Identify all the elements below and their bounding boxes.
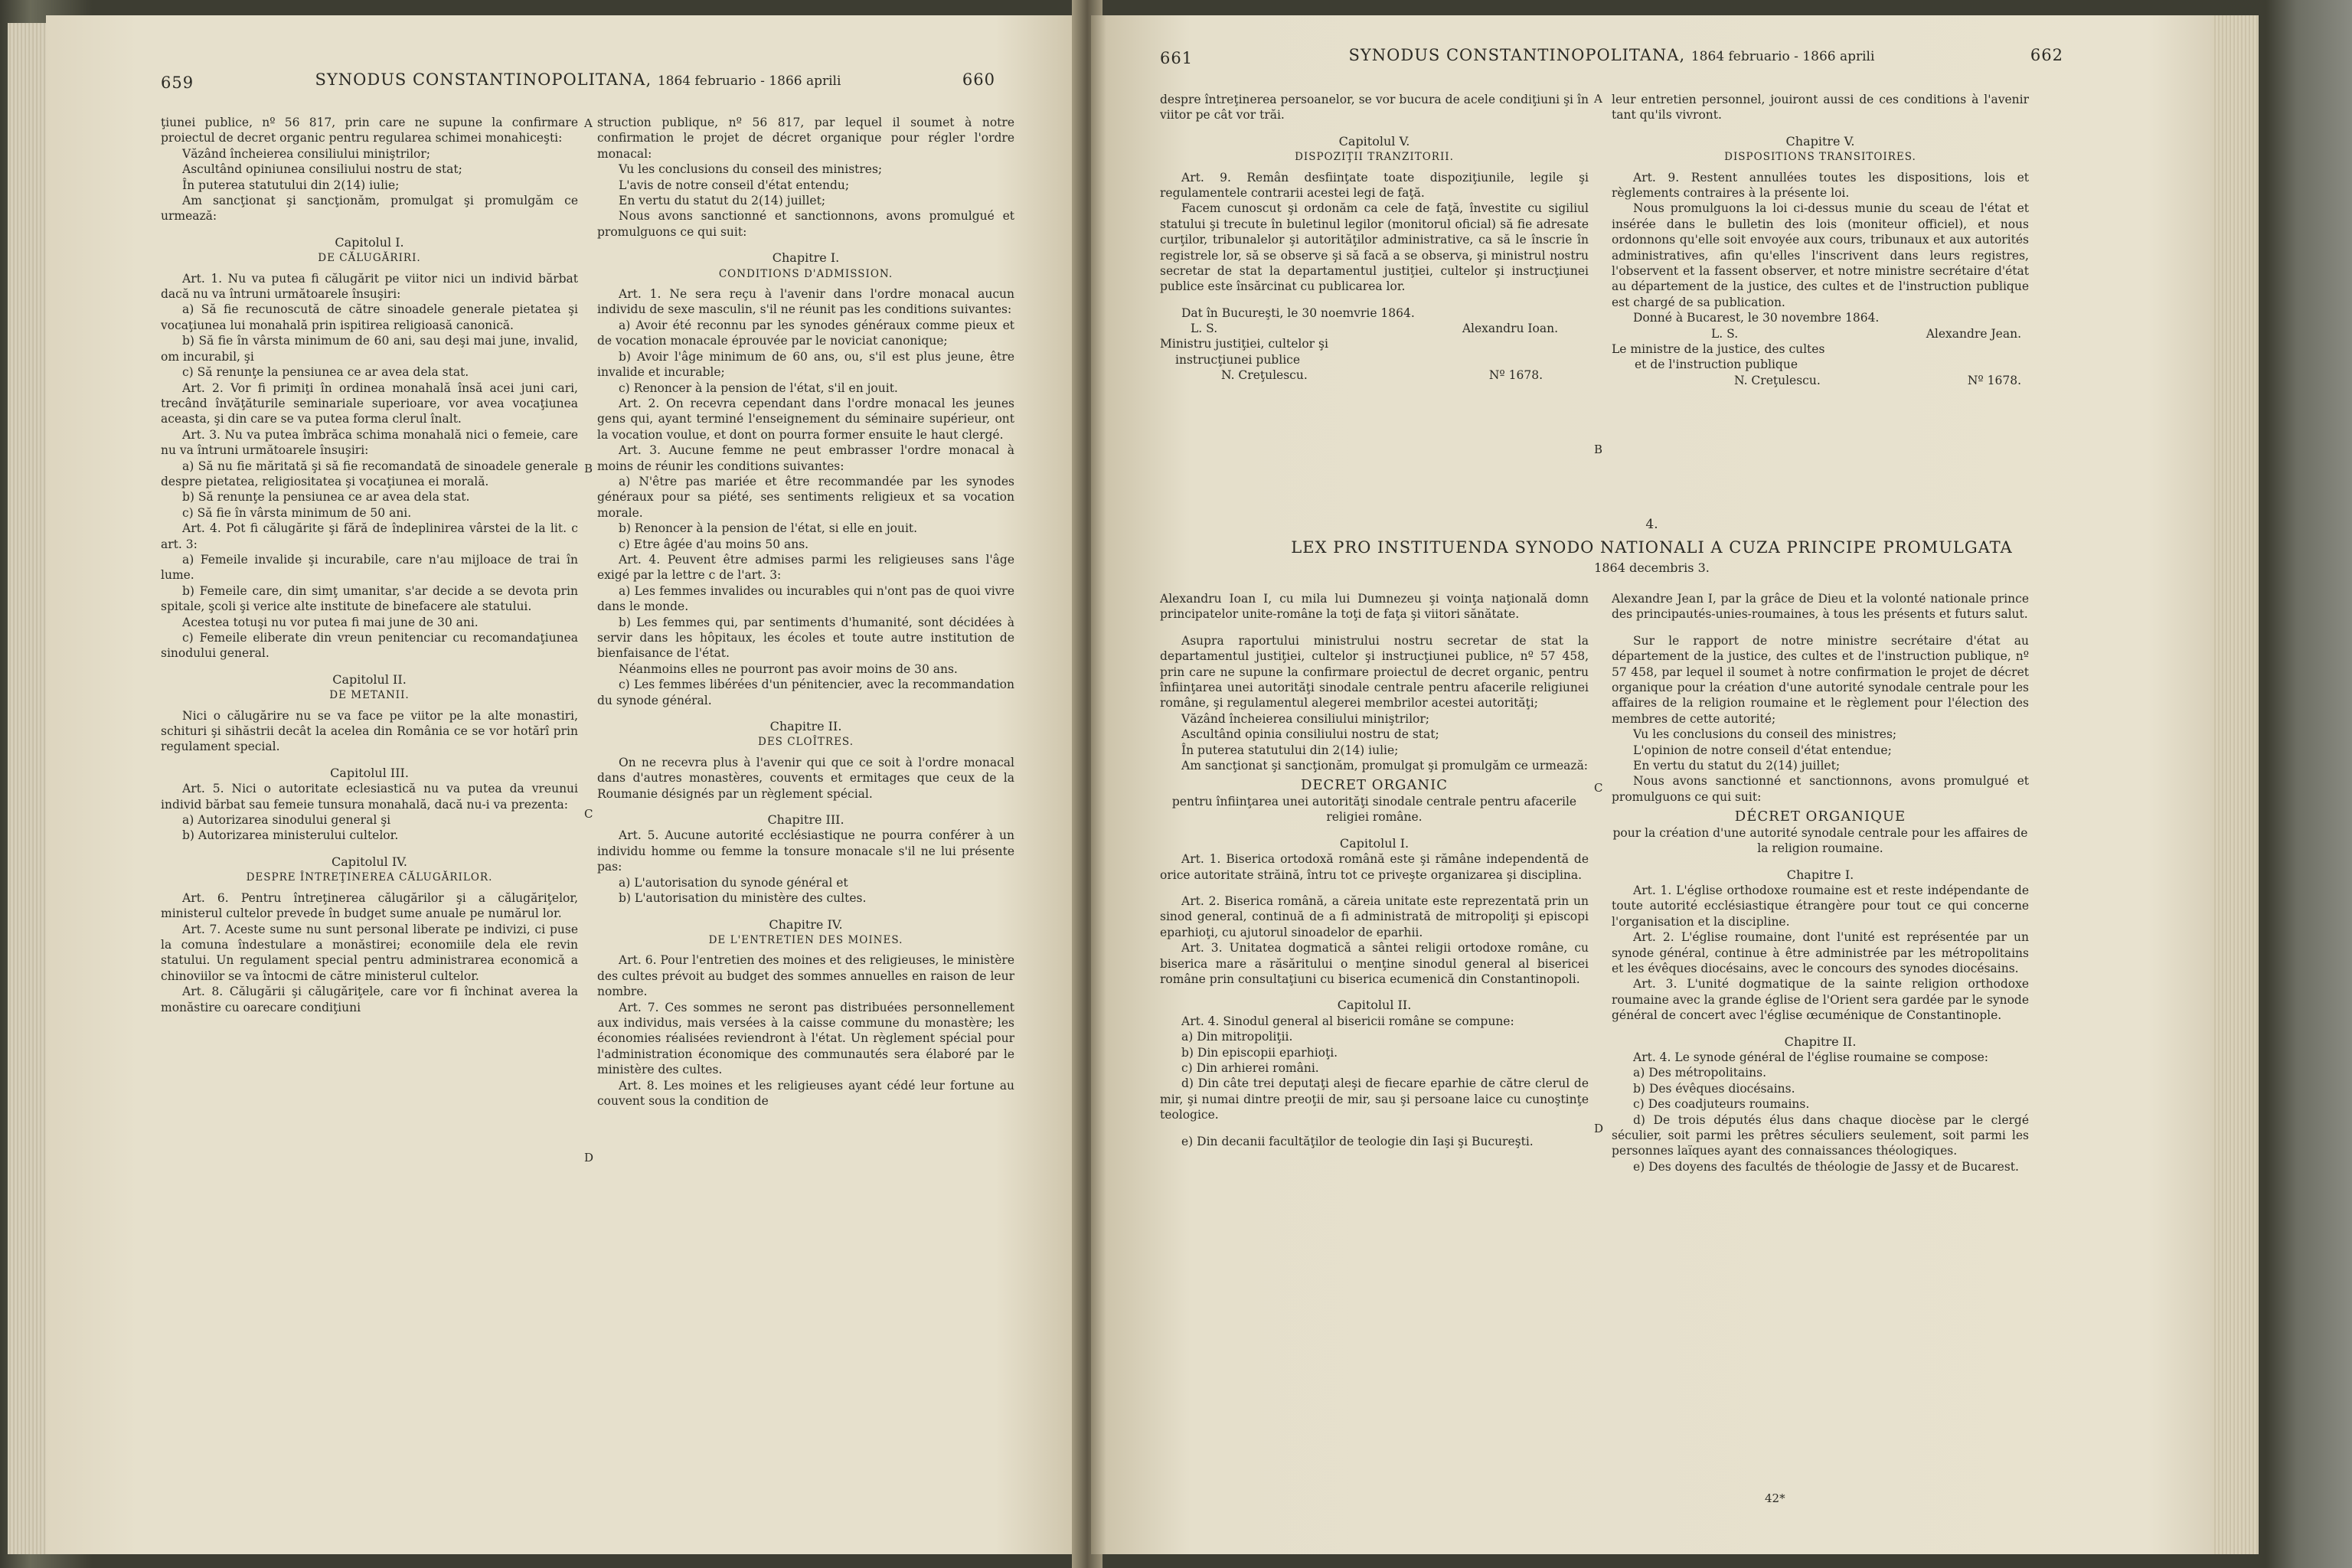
page-number-659: 659 xyxy=(161,74,194,92)
law-date: 1864 decembris 3. xyxy=(1594,560,1710,575)
left-page xyxy=(46,15,1087,1554)
margin-marker-a-right: A xyxy=(1594,92,1602,106)
margin-marker-b: B xyxy=(584,462,593,475)
margin-marker-d: D xyxy=(584,1151,594,1165)
margin-marker-d-right: D xyxy=(1594,1122,1604,1135)
page-number-660: 660 xyxy=(962,70,995,89)
margin-marker-b-right: B xyxy=(1594,443,1603,456)
right-page xyxy=(1091,15,2213,1554)
right-french-bottom-column: Alexandre Jean I, par la grâce de Dieu et la volonté nationale prince des principautés-unies-roumaines, à tous les présents et futurs salut. Sur le rapport de notre ministre secrétaire d'état au département de la justice, des cultes et de l'instruction publique, nº 57 458, par lequel il soumet à notre confirmation le projet de décret organique pour la création d'une autorité synodale centrale pour les affaires de la religion roumaine et le règlement pour l'élection des membres de cette autorité; Vu les conclusions du conseil des ministres; L'opinion de notre conseil d'état entendue; En vertu du statut du 2(14) juillet; Nous avons sanctionné et sanctionnons, avons promulgué et promulguons ce qui suit: DÉCRET ORGANIQUE pour la création d'une autorité synodale centrale pour les affaires de la religion roumaine. Chapitre I. Art. 1. L'église orthodoxe roumaine est et reste indépendante de toute autorité ecclésiastique étrangère pour tout ce qui concerne l'organisation et la discipline. Art. 2. L'église roumaine, dont l'unité est représentée par un synode général, continue à être administrée par les métropolitains et les évêques diocésains, avec le concours des synodes diocésains. Art. 3. L'unité dogmatique de la sainte religion orthodoxe roumaine avec la grande église de l'Orient sera gardée par le synode général de concert avec l'église œcuménique de Constantinople. Chapitre II. Art. 4. Le synode général de l'église roumaine se compose: a) Des métropolitains. b) Des évêques diocésains. c) Des coadjuteurs roumains. d) De trois députés élus dans chaque diocèse par le clergé séculier, soit parmi les prêtres séculiers seulement, soit parmi les personnes laïques ayant des connaissances théologiques. e) Des doyens des facultés de théologie de Jassy et de Bucarest. xyxy=(1612,592,2029,1174)
left-romanian-column: ţiunei publice, nº 56 817, prin care ne supune la confirmare proiectul de decret organic pentru regularea schimei monahiceşti: Văzând încheierea consiliului miniştrilor; Ascultând opiniunea consiliului nostru de stat; În puterea statutului din 2(14) iulie; Am sancţionat şi sancţionăm, promulgat şi promulgăm ce urmează: Capitolul I. DE CĂLUGĂRIRI. Art. 1. Nu va putea fi călugărit pe viitor nici un individ bărbat dacă nu va întruni următoarele însuşiri: a) Să fie recunoscută de către sinoadele generale pietatea şi vocaţiunea lui monahală prin ispitirea religioasă canonică. b) Să fie în vârsta minimum de 60 ani, sau deşi mai june, invalid, om incurabil, şi c) Să renunţe la pensiunea ce ar avea dela stat. Art. 2. Vor fi primiţi în ordinea monahală însă acei juni cari, trecând învăţăturile seminariale superioare, vor avea vocaţiunea aceasta, şi din care se va putea forma clerul înalt. Art. 3. Nu va putea îmbrăca schima monahală nici o femeie, care nu va întruni următoarele însuşiri: a) Să nu fie măritată şi să fie recomandată de sinoadele generale despre pietatea, religiositatea şi vocaţiunea ei morală. b) Să renunţe la pensiunea ce ar avea dela stat. c) Să fie în vârsta minimum de 50 ani. Art. 4. Pot fi călugărite şi fără de îndeplinirea vârstei de la lit. c art. 3: a) Femeile invalide şi incurabile, care n'au mijloace de trai în lume. b) Femeile care, din simţ umanitar, s'ar decide a se devota prin spitale, şcoli şi verice alte institute de binefacere ale statului. Acestea totuşi nu vor putea fi mai june de 30 ani. c) Femeile eliberate din vreun penitenciar cu recomandaţiunea sinodului general. Capitolul II. DE METANII. Nici o călugărire nu se va face pe viitor pe la alte monastiri, schituri şi sihăstrii decât la acelea din România ce se vor hotărî prin regulament special. Capitolul III. Art. 5. Nici o autoritate eclesiastică nu va putea da vreunui individ bărbat sau femeie tunsura monahală, dacă nu-i va prezenta: a) Autorizarea sinodului general şi b) Autorizarea ministerului cultelor. Capitolul IV. DESPRE ÎNTREŢINEREA CĂLUGĂRILOR. Art. 6. Pentru întreţinerea călugărilor şi a călugăriţelor, ministerul cultelor prevede în budget sume anuale pe numărul lor. Art. 7. Aceste sume nu sunt personal liberate pe indivizi, ci puse la comuna îndestulare a monăstirei; economiile dela ele revin statului. Un regulament special pentru administrarea economică a chinoviilor se va întocmi de către ministerul cultelor. Art. 8. Călugării şi călugăriţele, care vor fi închinat averea la monăstire cu oarecare condiţiuni xyxy=(161,116,578,1014)
running-title-right: SYNODUS CONSTANTINOPOLITANA, 1864 februario - 1866 aprili xyxy=(1348,46,1875,64)
page-number-662: 662 xyxy=(2030,46,2063,64)
signature-mark: 42* xyxy=(1765,1491,1785,1505)
book-page-edges-right xyxy=(2205,15,2259,1554)
margin-marker-c-right: C xyxy=(1594,781,1603,795)
left-french-column: struction publique, nº 56 817, par lequel il soumet à notre confirmation le projet de décret organique pour régler l'ordre monacal: Vu les conclusions du conseil des ministres; L'avis de notre conseil d'état entendu; En vertu du statut du 2(14) juillet; Nous avons sanctionné et sanctionnons, avons promulgué et promulguons ce qui suit: Chapitre I. CONDITIONS D'ADMISSION. Art. 1. Ne sera reçu à l'avenir dans l'ordre monacal aucun individu de sexe masculin, s'il ne réunit pas les conditions suivantes: a) Avoir été reconnu par les synodes généraux comme pieux et de vocation monacale éprouvée par le noviciat canonique; b) Avoir l'âge minimum de 60 ans, ou, s'il est plus jeune, être invalide et incurable; c) Renoncer à la pension de l'état, s'il en jouit. Art. 2. On recevra cependant dans l'ordre monacal les jeunes gens qui, ayant terminé l'enseignement du séminaire supérieur, ont la vocation voulue, et dont on pourra former ensuite le haut clergé. Art. 3. Aucune femme ne peut embrasser l'ordre monacal à moins de réunir les conditions suivantes: a) N'être pas mariée et être recommandée par les synodes généraux pour sa piété, ses sentiments religieux et sa vocation morale. b) Renoncer à la pension de l'état, si elle en jouit. c) Etre âgée d'au moins 50 ans. Art. 4. Peuvent être admises parmi les religieuses sans l'âge exigé par la lettre c de l'art. 3: a) Les femmes invalides ou incurables qui n'ont pas de quoi vivre dans le monde. b) Les femmes qui, par sentiments d'humanité, sont décidées à servir dans les hôpitaux, les écoles et toute autre institution de bienfaisance de l'état. Néanmoins elles ne pourront pas avoir moins de 30 ans. c) Les femmes libérées d'un pénitencier, avec la recommandation du synode général. Chapitre II. DES CLOÎTRES. On ne recevra plus à l'avenir qui que ce soit à l'ordre monacal dans d'autres monastères, couvents et ermitages que ceux de la Roumanie désignés par un règlement spécial. Chapitre III. Art. 5. Aucune autorité ecclésiastique ne pourra conférer à un individu homme ou femme la tonsure monacale s'il ne lui présente pas: a) L'autorisation du synode général et b) L'autorisation du ministère des cultes. Chapitre IV. DE L'ENTRETIEN DES MOINES. Art. 6. Pour l'entretien des moines et des religieuses, le ministère des cultes prévoit au budget des sommes annuelles en raison de leur nombre. Art. 7. Ces sommes ne seront pas distribuées personnellement aux individus, mais versées à la caisse commune du monastère; les économies réalisées reviendront à l'état. Un règlement spécial pour l'administration économique des communautés sera élaboré par le ministère des cultes. Art. 8. Les moines et les religieuses ayant cédé leur fortune au couvent sous la condition de xyxy=(597,116,1014,1108)
left-running-head xyxy=(161,70,995,101)
right-french-top-column: leur entretien personnel, jouiront aussi de ces conditions à l'avenir tant qu'ils vivront. Chapitre V. DISPOSITIONS TRANSITOIRES. Art. 9. Restent annullées toutes les dispositions, lois et règlements contraires à la présente loi. Nous promulguons la loi ci-dessus munie du sceau de l'état et insérée dans le bulletin des lois (moniteur officiel), et nous ordonnons qu'elle soit envoyée aux cours, tribunaux et aux autorités administratives, afin qu'elles l'inscrivent dans leurs registres, l'observent et la fassent observer, et notre ministre secrétaire d'état au département de la justice, des cultes et de l'instruction publique est chargé de sa publication. Donné à Bucarest, le 30 novembre 1864. L. S. Alexandre Jean. Le ministre de la justice, des cultes et de l'instruction publique N. Creţulescu. Nº 1678. xyxy=(1612,93,2029,387)
right-running-head xyxy=(1160,46,2063,77)
running-title: SYNODUS CONSTANTINOPOLITANA, 1864 februario - 1866 aprili xyxy=(315,70,841,89)
margin-marker-c: C xyxy=(584,807,593,821)
law-title: LEX PRO INSTITUENDA SYNODO NATIONALI A CUZA PRINCIPE PROMULGATA xyxy=(1291,538,2013,557)
right-romanian-top-column: despre întreţinerea persoanelor, se vor bucura de acele condiţiuni şi în viitor pe cât vor trăi. Capitolul V. DISPOZIŢII TRANZITORII. Art. 9. Remân desfiinţate toate dispoziţiunile, legile şi regulamentele contrarii acestei legi de faţă. Facem cunoscut şi ordonăm ca cele de faţă, învestite cu sigiliul statului şi trecute în buletinul legilor (monitorul oficial) să fie adresate curţilor, tribunalelor şi autorităţilor administrative, ca să le înscrie în registrele lor, să se observe şi să facă a se observa, şi ministrul nostru secretar de stat la departamentul justiţiei, cultelor şi instrucţiunei publice este însărcinat cu publicarea lor. Dat în Bucureşti, le 30 noemvrie 1864. L. S. Alexandru Ioan. Ministru justiţiei, cultelor şi instrucţiunei publice N. Creţulescu. Nº 1678. xyxy=(1160,93,1589,383)
right-romanian-bottom-column: Alexandru Ioan I, cu mila lui Dumnezeu şi voinţa naţională domn principatelor unite-române la toţi de faţa şi viitori sănătate. Asupra raportului ministrului nostru secretar de stat la departamentul justiţiei, cultelor şi instrucţiunei publice, nº 57 458, prin care ne supune la confirmare proiectul de decret organic, pentru înfiinţarea unei autorităţi sinodale centrale pentru afacerile religiunei române, şi regulamentul alegerei membrilor acestei autorităţi; Văzând încheierea consiliului miniştrilor; Ascultând opinia consiliului nostru de stat; În puterea statutului din 2(14) iulie; Am sancţionat şi sancţionăm, promulgat şi promulgăm ce urmează: DECRET ORGANIC pentru înfiinţarea unei autorităţi sinodale centrale pentru afacerile religiei române. Capitolul I. Art. 1. Biserica ortodoxă română este şi rămâne independentă de orice autoritate străină, întru tot ce priveşte organizarea şi disciplina. Art. 2. Biserica română, a căreia unitate este reprezentată prin un sinod general, continuă de a fi administrată de mitropoliţi şi episcopi eparhioţi, cu ajutorul sinoadelor de eparhii. Art. 3. Unitatea dogmatică a sântei religii ortodoxe române, cu biserica mare a răsăritului o menţine sinodul general al bisericei române prin consultaţiuni cu biserica ecumenică din Constantinopoli. Capitolul II. Art. 4. Sinodul general al bisericii române se compune: a) Din mitropoliţii. b) Din episcopii eparhioţi. c) Din arhierei români. d) Din câte trei deputaţi aleşi de fiecare eparhie de către clerul de mir, şi numai dintre preoţii de mir, sau şi persoane laice cu cunoştinţe teologice. e) Din decanii facultăţilor de teologie din Iaşi şi Bucureşti. xyxy=(1160,592,1589,1148)
margin-marker-a: A xyxy=(584,116,593,130)
section-number: 4. xyxy=(1645,517,1658,532)
page-number-661: 661 xyxy=(1160,49,1194,67)
